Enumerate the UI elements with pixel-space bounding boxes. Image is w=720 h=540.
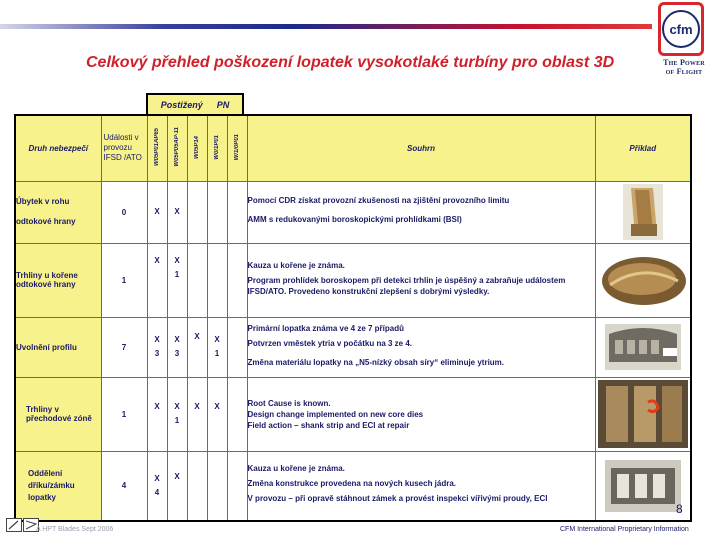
example-image-cell xyxy=(595,377,691,451)
mark-x: X xyxy=(154,473,160,483)
mark-cell xyxy=(147,243,167,317)
example-image-cell xyxy=(595,317,691,377)
mark-cell xyxy=(187,317,207,377)
summary-cell xyxy=(247,317,595,377)
pen-icon[interactable] xyxy=(6,518,40,532)
mark-cell xyxy=(227,451,247,521)
summary-line: Program prohlídek boroskopem při detekci trhlin je úspěšný a zabraňuje událostem IFSD/ATO. Provedeno konstrukční zlepšení s dobrými výsledky. xyxy=(247,275,566,296)
mark-cell xyxy=(207,243,227,317)
mark-cell xyxy=(147,317,167,377)
events-cell: 1 xyxy=(101,243,147,317)
events-cell: 0 xyxy=(101,181,147,243)
footer-left-text: A HPT Blades Sept 2006 xyxy=(36,526,114,533)
mark-x: X xyxy=(154,255,160,265)
col-header-summary: Souhrn xyxy=(247,115,595,181)
page-number: 8 xyxy=(676,502,683,516)
mark-cell xyxy=(167,317,187,377)
col-header-pn-3 xyxy=(187,115,207,181)
mark-cell xyxy=(187,451,207,521)
mark-cell xyxy=(167,377,187,451)
mark-cell xyxy=(167,243,187,317)
summary-line: Pomocí CDR získat provozní zkušenosti na zjištění provozního limitu xyxy=(247,196,510,205)
mark-cell xyxy=(207,317,227,377)
hazard-cell: Uvolnění profilu xyxy=(15,317,101,377)
example-image-cell xyxy=(595,243,691,317)
summary-line: Změna materiálu lopatky na „N5-nízký obsah síry“ eliminuje ytrium. xyxy=(247,357,505,367)
footer-right-text: CFM International Proprietary Information xyxy=(560,526,689,533)
mark-cell xyxy=(227,317,247,377)
summary-line: Změna konstrukce provedena na nových kusech jádra. xyxy=(247,479,457,489)
col-header-hazard: Druh nebezpečí xyxy=(15,115,101,181)
transition-zone-photo xyxy=(598,380,688,448)
summary-line: Potvrzen vměstek ytria v počátku na 3 ze 4. xyxy=(247,338,413,348)
pn-5-label: W/1/0P01 xyxy=(234,134,240,161)
col-header-pn-5 xyxy=(227,115,247,181)
summary-line: Kauza u kořene je známa. xyxy=(247,464,345,474)
mark-count: 1 xyxy=(174,269,180,279)
mark-x: X xyxy=(174,207,180,216)
pn-label: PN xyxy=(216,99,230,110)
table-header-row xyxy=(15,115,691,181)
damage-overview-table xyxy=(14,114,692,522)
mark-x: X xyxy=(174,401,180,411)
summary-line: Root Cause is known. xyxy=(247,398,331,408)
shank-dovetail-photo xyxy=(605,460,681,512)
mark-cell xyxy=(207,377,227,451)
summary-line: Field action – shank strip and ECI at repair xyxy=(247,420,410,430)
col-header-pn-1 xyxy=(147,115,167,181)
tagline xyxy=(654,58,714,76)
blade-root-photo xyxy=(598,251,688,309)
summary-line: AMM s redukovanými boroskopickými prohlídkami (BSI) xyxy=(247,215,462,224)
hazard-cell: Úbytek v rohu odtokové hrany xyxy=(15,181,101,243)
page-title: Celkový přehled poškození lopatek vysokotlaké turbíny pro oblast 3D xyxy=(86,54,615,71)
col-header-example: Příklad xyxy=(595,115,691,181)
mark-cell xyxy=(147,451,167,521)
summary-line: Primární lopatka známa ve 4 ze 7 případů xyxy=(247,323,404,333)
hazard-cell: Trhliny v přechodové zóně xyxy=(15,377,101,451)
mark-cell xyxy=(147,377,167,451)
mark-cell xyxy=(187,377,207,451)
affected-pn-header xyxy=(146,93,244,114)
hazard-cell: Trhliny u kořene odtokové hrany xyxy=(15,243,101,317)
table-row xyxy=(15,317,691,377)
mark-cell xyxy=(207,181,227,243)
airfoil-release-photo xyxy=(605,324,681,370)
summary-cell xyxy=(247,377,595,451)
logo-text: cfm xyxy=(662,10,700,48)
summary-cell xyxy=(247,181,595,243)
table-row xyxy=(15,181,691,243)
col-header-pn-2 xyxy=(167,115,187,181)
cfm-logo-icon xyxy=(658,2,704,56)
mark-count: 4 xyxy=(154,487,160,497)
mark-count: 3 xyxy=(174,349,180,358)
events-cell: 1 xyxy=(101,377,147,451)
mark-count: 1 xyxy=(214,349,220,358)
pn-1-label: W05P01AP65 xyxy=(154,128,160,167)
summary-line: Kauza u kořene je známa. xyxy=(247,260,345,270)
pn-4-label: W0/1P01 xyxy=(214,134,220,160)
summary-cell xyxy=(247,451,595,521)
top-gradient-bar xyxy=(0,24,652,29)
mark-x: X xyxy=(154,207,160,216)
summary-line: V provozu – při opravě stáhnout zámek a provést inspekci vířivými proudy, ECI xyxy=(247,494,548,504)
mark-x: X xyxy=(174,255,180,265)
table-row xyxy=(15,377,691,451)
mark-cell xyxy=(147,181,167,243)
mark-cell xyxy=(227,181,247,243)
mark-x: X xyxy=(154,335,160,344)
mark-x: X xyxy=(194,331,200,341)
example-image-cell xyxy=(595,181,691,243)
mark-cell xyxy=(167,451,187,521)
col-header-pn-4 xyxy=(207,115,227,181)
mark-cell xyxy=(187,243,207,317)
mark-cell xyxy=(187,181,207,243)
table-row xyxy=(15,243,691,317)
pn-2-label: W05P05AP-11 xyxy=(174,127,180,168)
mark-count: 3 xyxy=(154,349,160,358)
mark-x: X xyxy=(214,401,220,411)
col-header-events xyxy=(101,115,147,181)
events-cell: 7 xyxy=(101,317,147,377)
mark-x: X xyxy=(174,335,180,344)
mark-cell xyxy=(227,243,247,317)
mark-cell xyxy=(227,377,247,451)
affected-label: Postižený xyxy=(160,99,203,110)
mark-x: X xyxy=(194,401,200,411)
mark-x: X xyxy=(214,335,220,344)
col-header-events-label: Události v provozu IFSD /ATO xyxy=(103,133,142,163)
mark-cell xyxy=(167,181,187,243)
events-cell: 4 xyxy=(101,451,147,521)
mark-x: X xyxy=(174,471,180,481)
mark-x: X xyxy=(154,401,160,411)
mark-count: 1 xyxy=(174,415,180,425)
mark-cell xyxy=(207,451,227,521)
summary-line: Design change implemented on new core dies xyxy=(247,409,424,419)
table-row xyxy=(15,451,691,521)
blade-corner-photo xyxy=(623,184,663,240)
summary-cell xyxy=(247,243,595,317)
pn-3-label: W05P14 xyxy=(194,135,200,159)
tagline-line-2: of Flight xyxy=(665,67,703,76)
tagline-line-1: The Power xyxy=(663,58,705,67)
hazard-cell: Oddělení dříku/zámku lopatky xyxy=(15,451,101,521)
